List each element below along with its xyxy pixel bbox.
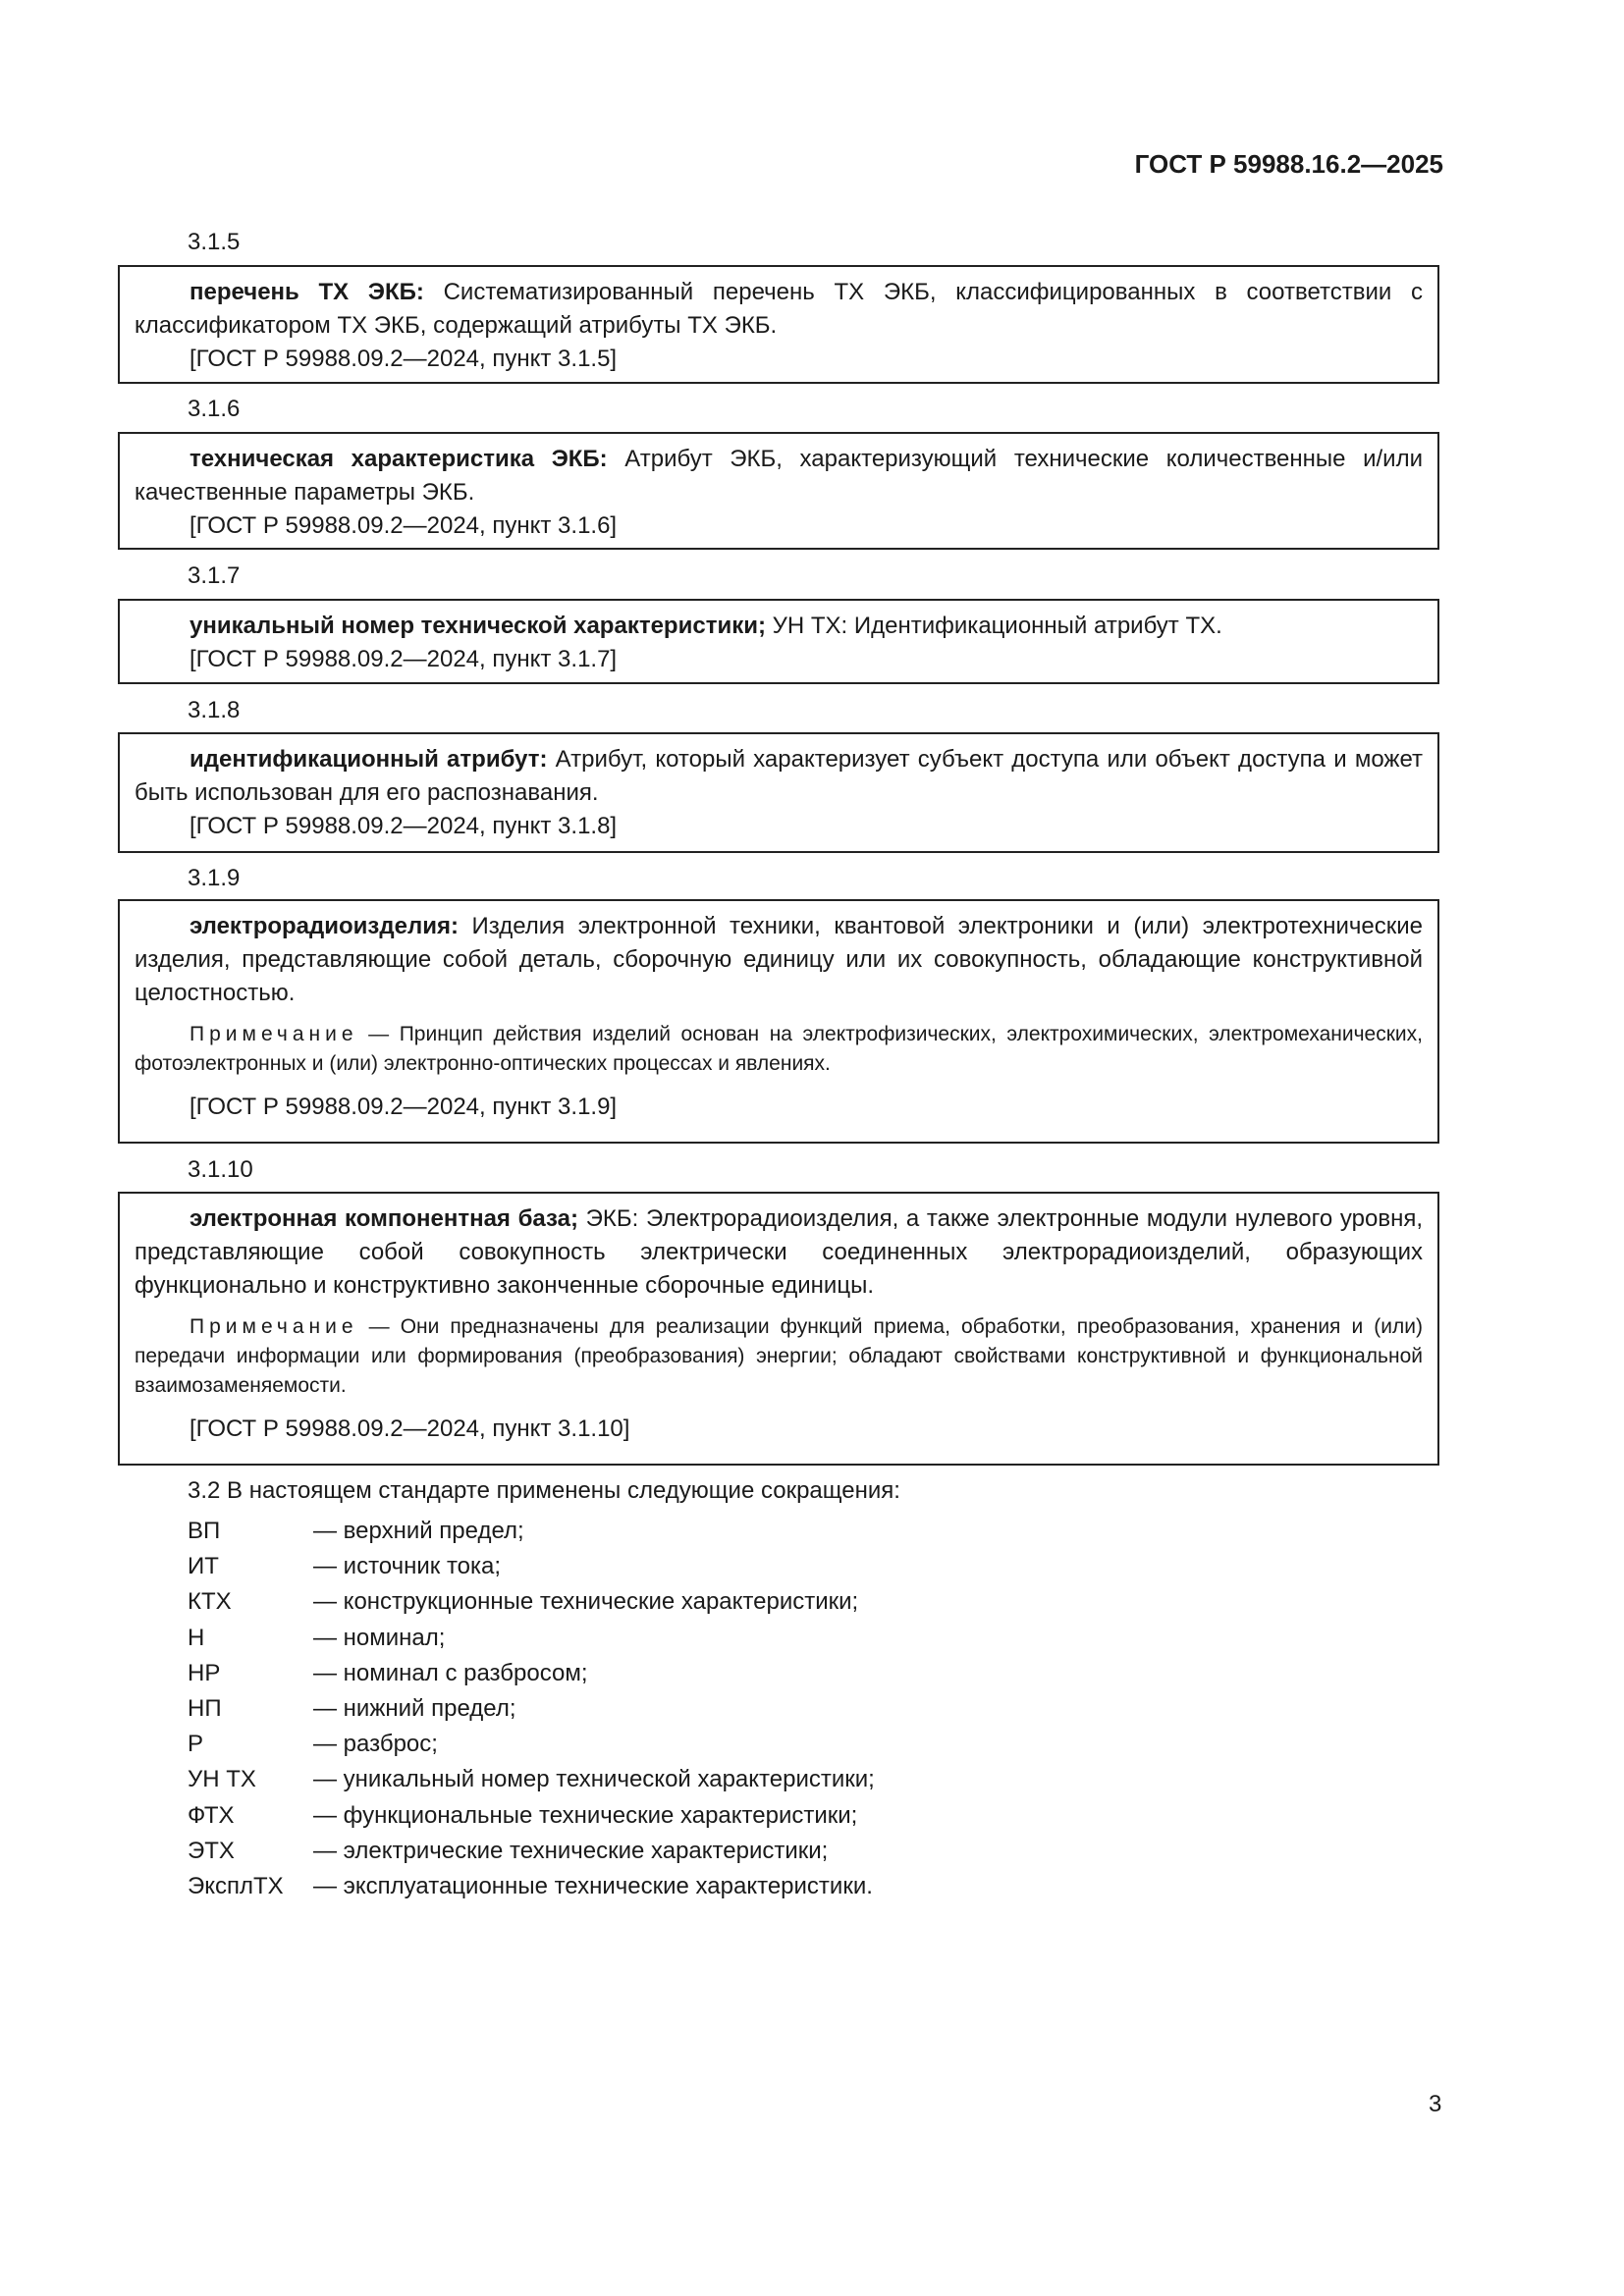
term-box <box>118 732 1439 853</box>
term-source: [ГОСТ Р 59988.09.2—2024, пункт 3.1.6] <box>189 512 618 539</box>
abbreviation-item: ЭТХ — электрические технические характеристики; <box>188 1837 829 1864</box>
term-name: идентификационный атрибут: <box>189 746 548 773</box>
term-source: [ГОСТ Р 59988.09.2—2024, пункт 3.1.7] <box>189 646 618 672</box>
document-header: ГОСТ Р 59988.16.2—2025 <box>1134 149 1443 179</box>
abbreviation-item: НП — нижний предел; <box>188 1695 516 1723</box>
note-label: Примечание <box>189 1315 358 1338</box>
term-definition: Изделия электронной техники, квантовой электроники и (или) электротехнические изделия, представляющие собой деталь, сборочную единицу или их совокупность, обладающие конструктивной целостностью. <box>135 913 1423 1006</box>
term-number: 3.1.8 <box>188 697 241 723</box>
abbreviation-item: Р — разброс; <box>188 1731 438 1758</box>
term-box <box>118 599 1439 684</box>
term-definition: Атрибут ЭКБ, характеризующий технические количественные и/или качественные параметры ЭКБ. <box>135 446 1423 506</box>
term-name: перечень ТХ ЭКБ: <box>189 279 424 305</box>
term-name: электронная компонентная база; <box>189 1205 579 1232</box>
term-definition: ЭКБ: Электрорадиоизделия, а также электронные модули нулевого уровня, представляющие собой совокупность электрически соединенных электрорадиоизделий, образующих функционально и конструктивно законченные сборочные единицы. <box>135 1205 1423 1299</box>
term-box <box>118 432 1439 550</box>
term-number: 3.1.5 <box>188 229 241 255</box>
abbreviation-item: НР — номинал с разбросом; <box>188 1659 588 1686</box>
term-note: Примечание — Они предназначены для реализации функций приема, обработки, преобразования, хранения и (или) передачи информации или формирования (преобразования) энергии; обладают свойствами конструктивной и функциональной взаимозаменяемости. <box>135 1315 1423 1397</box>
term-number: 3.1.10 <box>188 1156 253 1183</box>
abbreviation-item: ФТХ — функциональные технические характеристики; <box>188 1801 858 1829</box>
note-text: Принцип действия изделий основан на электрофизических, электрохимических, электромеханических, фотоэлектронных и (или) электронно-оптических процессах и явлениях. <box>135 1023 1423 1075</box>
term-name: техническая характеристика ЭКБ: <box>189 446 608 472</box>
abbreviation-item: УН ТХ — уникальный номер технической характеристики; <box>188 1766 875 1793</box>
term-note: Примечание — Принцип действия изделий основан на электрофизических, электрохимических, электромеханических, фотоэлектронных и (или) электронно-оптических процессах и явлениях. <box>135 1023 1423 1075</box>
abbreviations-intro: 3.2 В настоящем стандарте применены следующие сокращения: <box>188 1477 900 1504</box>
term-box <box>118 899 1439 1144</box>
note-text: Они предназначены для реализации функций приема, обработки, преобразования, хранения и (или) передачи информации или формирования (преобразования) энергии; обладают свойствами конструктивной и функциональной взаимозаменяемости. <box>135 1315 1423 1397</box>
term-box <box>118 265 1439 384</box>
term-number: 3.1.6 <box>188 396 241 422</box>
term-source: [ГОСТ Р 59988.09.2—2024, пункт 3.1.10] <box>189 1415 630 1442</box>
term-box <box>118 1192 1439 1466</box>
note-label: Примечание <box>189 1023 358 1045</box>
abbreviation-item: Н — номинал; <box>188 1624 446 1651</box>
term-number: 3.1.7 <box>188 562 241 589</box>
term-definition: Атрибут, который характеризует субъект доступа или объект доступа и может быть использован для его распознавания. <box>135 746 1423 806</box>
term-source: [ГОСТ Р 59988.09.2—2024, пункт 3.1.5] <box>189 346 618 372</box>
term-definition: Систематизированный перечень ТХ ЭКБ, классифицированных в соответствии с классификатором ТХ ЭКБ, содержащий атрибуты ТХ ЭКБ. <box>135 279 1423 339</box>
term-number: 3.1.9 <box>188 865 241 891</box>
abbreviation-item: ЭксплТХ — эксплуатационные технические характеристики. <box>188 1873 873 1900</box>
abbreviations-list <box>188 1514 875 1904</box>
term-name: электрорадиоизделия: <box>189 913 459 939</box>
term-name: уникальный номер технической характеристики; <box>189 613 766 639</box>
term-source: [ГОСТ Р 59988.09.2—2024, пункт 3.1.9] <box>189 1094 618 1120</box>
abbreviation-item: КТХ — конструкционные технические характеристики; <box>188 1588 859 1616</box>
page-number: 3 <box>1429 2091 1442 2117</box>
abbreviation-item: ВП — верхний предел; <box>188 1518 524 1544</box>
term-source: [ГОСТ Р 59988.09.2—2024, пункт 3.1.8] <box>189 813 618 839</box>
abbreviation-item: ИТ — источник тока; <box>188 1553 502 1580</box>
term-definition: УН ТХ: Идентификационный атрибут ТХ. <box>765 613 1222 639</box>
